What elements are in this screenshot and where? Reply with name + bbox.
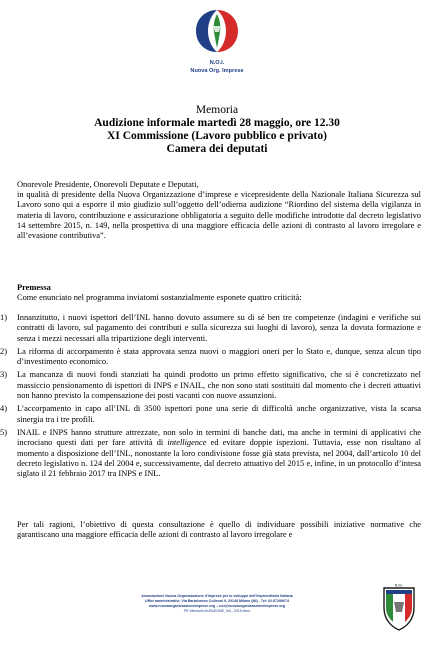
list-item-number: 3) (0, 370, 7, 380)
closing-paragraph: Per tali ragioni, l’obiettivo di questa consultazione è quello di individuare possibili iniziative normative che garantiscano una maggiore efficacia delle azioni di contrasto al lavoro irregolare e (17, 520, 421, 540)
premessa-text: Come enunciato nel programma inviatomi sostanzialmente esponete quattro criticità: (17, 293, 302, 302)
salutation: Onorevole Presidente, Onorevoli Deputate e Deputati, (17, 180, 199, 189)
footer-address: Uffici amministrativi: Via Bartolomeo Colleoni 9, 20148 Milano (MI) - Tel: 02.87289674 (144, 599, 290, 603)
list-item-number: 5) (0, 427, 7, 437)
premessa-heading: Premessa (17, 283, 51, 292)
list-item (0, 347, 434, 368)
list-item-text: La riforma di accorpamento è stata approvata senza nuovi o maggiori oneri per lo Stato e, dunque, senza alcun tipo d’investimento economico. (17, 346, 421, 367)
footer-web-email: www.nuovaorganizzazioneimprese.org – noi@nuovaorganizzazioneimprese.org (149, 604, 285, 608)
list-item-text: Innanzitutto, i nuovi ispettori dell’INL hanno dovuto assumere su di sé ben tre competenze (indagini e verifiche sui contratti di lavoro, sul pagamento dei contributi e sulla sicurezza sui luoghi di lavoro), senza la dovuta formazione e senza i mezzi necessari alla tripartizione degli interventi. (17, 313, 421, 343)
list-item (0, 404, 434, 425)
list-item (0, 370, 434, 401)
list-item-number: 4) (0, 404, 7, 414)
list-item (0, 313, 434, 344)
footer-file-ref: PE Memoria AUDIZIONE_INL_2019.docx (183, 609, 251, 613)
list-item-number: 1) (0, 313, 7, 322)
list-item-text: L’accorpamento in capo all’INL di 3500 ispettori pone una serie di difficoltà anche organizzative, vista la scarsa sinergia tra i tre profili. (17, 404, 421, 424)
svg-text:N.O.I.: N.O.I. (394, 583, 404, 588)
footer-org-name: Associazione Nuova Organizzazione d’Imprese per lo sviluppo dell’Imprenditoria Italiana (141, 594, 293, 598)
logo-name: Nuova Org. Imprese (190, 68, 244, 74)
hearing-title: Audizione informale martedì 28 maggio, ore 12.30 (94, 117, 340, 129)
commission-name: XI Commissione (Lavoro pubblico e privato) (107, 130, 327, 142)
doc-type: Memoria (195, 104, 239, 116)
chamber-name: Camera dei deputati (166, 143, 268, 155)
list-item-text-part: INAIL e INPS hanno strutture attrezzate, non solo in termini di banche dati, ma anche in termini di applicativi che incrociano questi dati per fare attività di (17, 427, 421, 448)
list-item-text (17, 428, 421, 479)
logo-acronym: N.O.I. (209, 60, 225, 66)
list-item-text: La mancanza di nuovi fondi stanziati ha quindi prodotto un primo effetto significativo, che si è concretizzato nel massiccio pensionamento di ispettori di INPS e INAIL, che non sono stati sostituiti dal momento che i decreti attuativi non hanno previsto la compensazione dei posti vacanti con nuove assunzioni. (17, 370, 421, 401)
shield-crest-icon (380, 582, 418, 632)
intelligence-term: intelligence (167, 438, 207, 448)
intro-paragraph: in qualità di presidente della Nuova Organizzazione d’imprese e vicepresidente della Nazionale Italiana Sicurezza sul Lavoro sono qui a esporre il mio giudizio sull’oggetto dell’odierna audizione “Riordino del sistema della vigilanza in materia di lavoro, contribuzione e assicurazione obbligatoria a seguito delle modifiche introdotte dal decreto legislativo 14 settembre 2015, n. 149, nella prospettiva di una maggiore efficacia delle azioni di contrasto al lavoro irregolare e all’evasione contributiva”. (17, 190, 421, 241)
list-item (0, 428, 434, 479)
list-item-number: 2) (0, 346, 7, 356)
list-item-text-part: ed evitare doppie ispezioni. Tuttavia, esse non risultano al momento a disposizione dell’INL, nonostante la loro condivisione fosse già stata prevista, nel 2004, dall’articolo 10 del decreto legislativo n. 124 del 2004 e, successivamente, dal decreto attuativo del 2015 e, infine, in un protocollo d’intesa siglato il 21 febbraio 2017 tra INPS e INL. (17, 438, 421, 479)
criticality-list (0, 313, 434, 482)
